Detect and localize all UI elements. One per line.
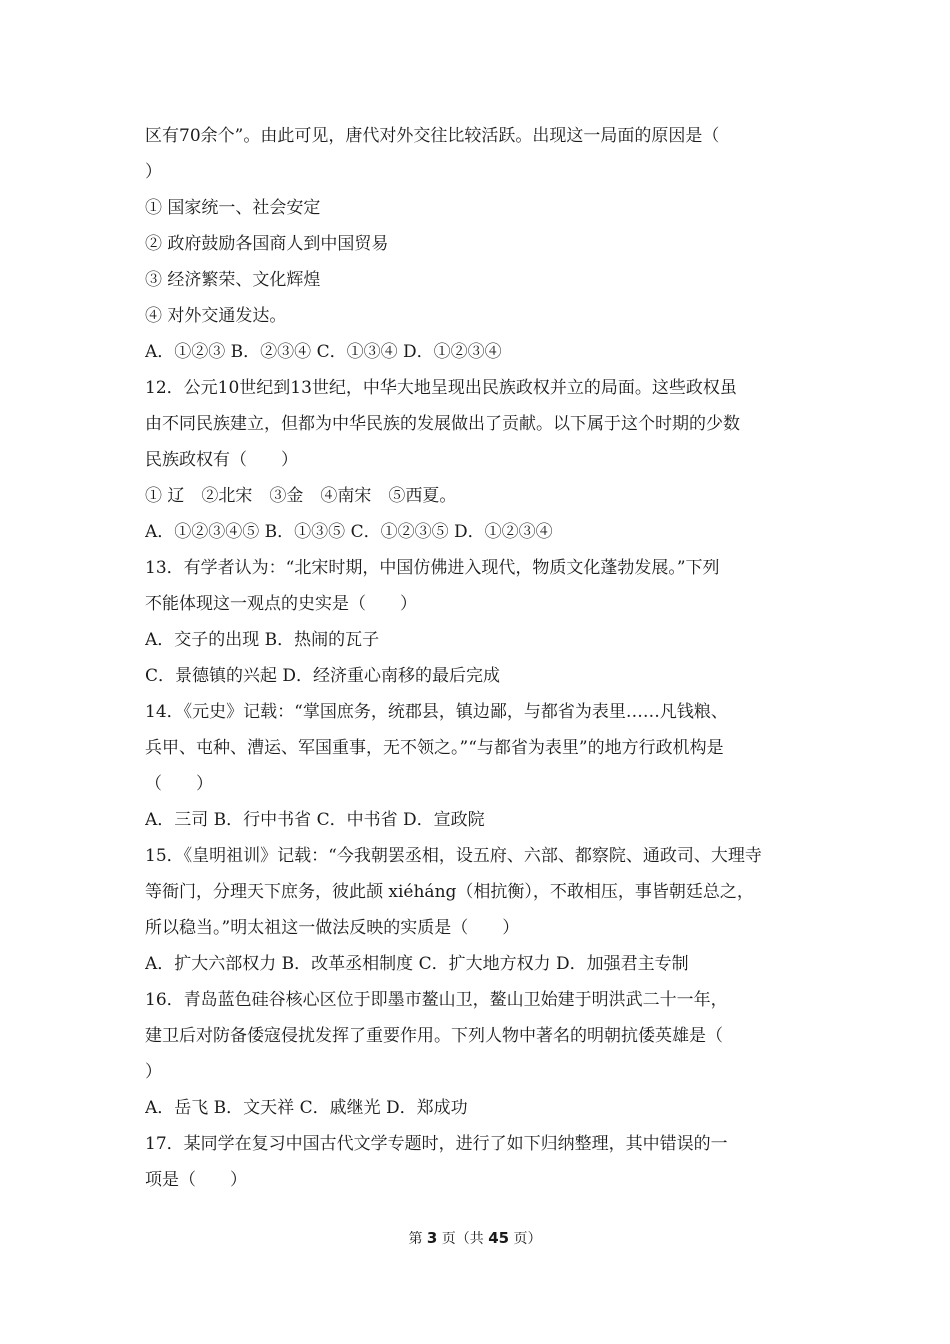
text-line: 区有70余个”。由此可见，唐代对外交往比较活跃。出现这一局面的原因是（ xyxy=(145,126,720,146)
text-line: 不能体现这一观点的史实是（ ） xyxy=(145,594,417,614)
text-line: ） xyxy=(145,162,162,182)
total-pages: 45 xyxy=(488,1229,510,1247)
text-line: 所以稳当。”明太祖这一做法反映的实质是（ ） xyxy=(145,918,520,938)
question-text-block xyxy=(145,118,815,1198)
text-line: 民族政权有（ ） xyxy=(145,450,298,470)
answer-options: A．交子的出现 B．热闹的瓦子 xyxy=(145,630,380,650)
question-14-text: 14．《元史》记载：“掌国庶务，统郡县，镇边鄙，与都省为表里……凡钱粮、 xyxy=(145,702,728,722)
answer-options: A．①②③④⑤ B．①③⑤ C．①②③⑤ D．①②③④ xyxy=(145,522,553,542)
question-15-text: 15．《皇明祖训》记载：“今我朝罢丞相，设五府、六部、都察院、通政司、大理寺 xyxy=(145,846,762,866)
question-12-text: 12．公元10世纪到13世纪，中华大地呈现出民族政权并立的局面。这些政权虽 xyxy=(145,378,737,398)
answer-options: A．扩大六部权力 B．改革丞相制度 C．扩大地方权力 D．加强君主专制 xyxy=(145,954,689,974)
text-line: 由不同民族建立，但都为中华民族的发展做出了贡献。以下属于这个时期的少数 xyxy=(145,414,740,434)
text-line: 等衙门，分理天下庶务，彼此颉 xiéháng（相抗衡），不敢相压，事皆朝廷总之， xyxy=(145,882,754,902)
question-17-text: 17．某同学在复习中国古代文学专题时，进行了如下归纳整理，其中错误的一 xyxy=(145,1134,728,1154)
text-line: 兵甲、屯种、漕运、军国重事，无不领之。”“与都省为表里”的地方行政机构是 xyxy=(145,738,724,758)
page-footer xyxy=(0,1228,950,1249)
text-line: ① 辽 ②北宋 ③金 ④南宋 ⑤西夏。 xyxy=(145,486,457,506)
text-line: ） xyxy=(145,1062,162,1082)
text-line: （ ） xyxy=(145,774,213,794)
text-line: ③ 经济繁荣、文化辉煌 xyxy=(145,270,321,290)
page-number: 3 xyxy=(426,1229,438,1247)
footer-middle: 页（共 xyxy=(437,1231,489,1247)
question-13-text: 13．有学者认为：“北宋时期，中国仿佛进入现代，物质文化蓬勃发展。”下列 xyxy=(145,558,720,578)
text-line: 项是（ ） xyxy=(145,1170,247,1190)
text-line: ① 国家统一、社会安定 xyxy=(145,198,321,218)
answer-options: A．三司 B．行中书省 C．中书省 D．宣政院 xyxy=(145,810,485,830)
text-line: 建卫后对防备倭寇侵扰发挥了重要作用。下列人物中著名的明朝抗倭英雄是（ xyxy=(145,1026,723,1046)
answer-options: A．①②③ B．②③④ C．①③④ D．①②③④ xyxy=(145,342,502,362)
question-16-text: 16．青岛蓝色硅谷核心区位于即墨市鳌山卫，鳌山卫始建于明洪武二十一年， xyxy=(145,990,728,1010)
footer-prefix: 第 xyxy=(408,1231,427,1247)
answer-options: A．岳飞 B．文天祥 C．戚继光 D．郑成功 xyxy=(145,1098,468,1118)
text-line: ② 政府鼓励各国商人到中国贸易 xyxy=(145,234,389,254)
answer-options: C．景德镇的兴起 D．经济重心南移的最后完成 xyxy=(145,666,501,686)
footer-suffix: 页） xyxy=(509,1231,542,1247)
text-line: ④ 对外交通发达。 xyxy=(145,306,287,326)
